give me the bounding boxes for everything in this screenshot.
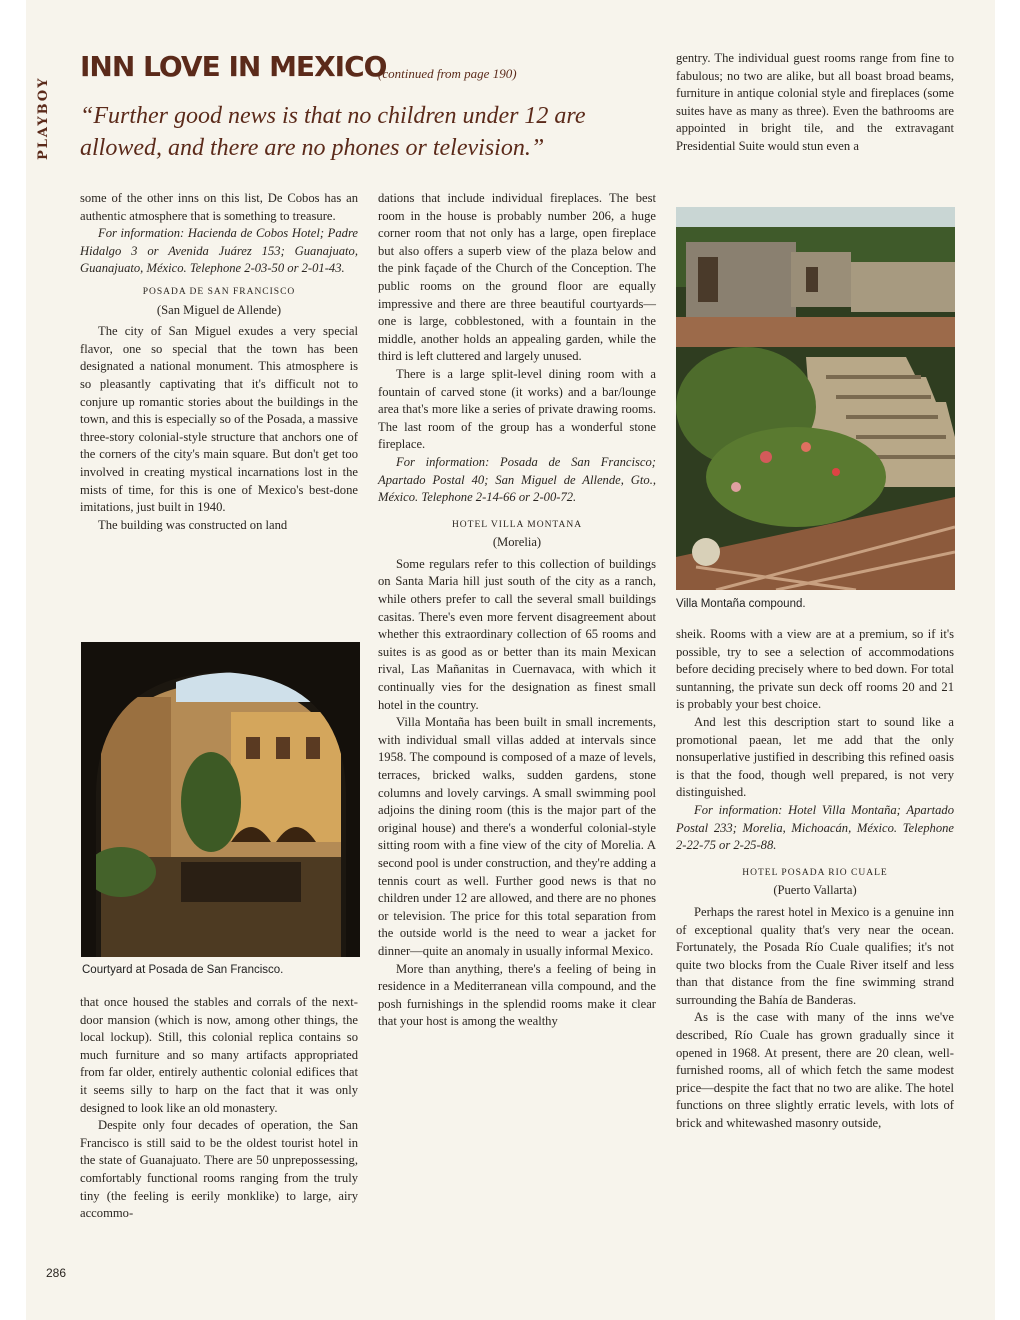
- paragraph: some of the other inns on this list, De Cobos has an authentic atmosphere that is something to treasure.: [80, 191, 358, 223]
- paragraph: Perhaps the rarest hotel in Mexico is a genuine inn of exceptional quality that's very near the ocean. Fortunately, the Posada Río Cuale qualifies; it's not quite two blocks from the Cuale River itself and less than that distance from the fine swimming strand surrounding the Bahía de Banderas.: [676, 904, 954, 1007]
- column-1-top: [80, 190, 358, 534]
- headline: INN LOVE IN MEXICO: [80, 50, 387, 83]
- info-paragraph: For information: Hotel Villa Montaña; Apartado Postal 233; Morelia, Michoacán, México. Telephone 2-22-75 or 2-25-88.: [676, 802, 954, 853]
- paragraph: And lest this description start to sound like a promotional paean, let me add that the only nonsuperlative justified in describing this refined oasis is that the food, though well prepared, is not very distinguished.: [676, 714, 954, 800]
- photo-caption-2: Villa Montaña compound.: [676, 598, 806, 610]
- courtyard-photo: [81, 642, 360, 957]
- paragraph: More than anything, there's a feeling of being in residence in a Mediterranean villa compound, and the posh furnishings in the splendid rooms make it clear that your host is among the wealthy: [378, 961, 656, 1029]
- villa-photo: [676, 207, 955, 590]
- column-3-top: [676, 50, 954, 156]
- paragraph: that once housed the stables and corrals of the next-door mansion (which is now, among other things, the local lockup). Still, this colonial replica contains so much furniture and so many artifacts appropriated from far older, entirely authentic colonial edifices that it seems silly to harp on the fact that it was only designed to look like an old monastery.: [80, 995, 358, 1115]
- section-heading: HOTEL VILLA MONTANA: [451, 519, 583, 530]
- continued-note: (continued from page 190): [378, 66, 517, 81]
- pull-quote: “Further good news is that no children under 12 are allowed, and there are no phones or television.”: [80, 103, 586, 161]
- section-heading: POSADA DE SAN FRANCISCO: [142, 286, 296, 297]
- paragraph: As is the case with many of the inns we've described, Río Cuale has grown gradually since it opened in 1968. At present, there are 20 clean, well-furnished rooms, all of which fetch the same modest price—despite the fact that no two are alike. The hotel functions on three slightly erratic levels, with lots of brick and whitewashed masonry outside,: [676, 1010, 954, 1131]
- paragraph: dations that include individual fireplaces. The best room in the house is probably number 206, a huge corner room that not only has a large, open fireplace but also offers a superb view of the plaza below and the pink façade of the Church of the Conception. The public rooms on the ground floor are equally impressive and there are three beautiful courtyards—one is large, cobblestoned, with a fountain in the middle, another holds an appealing garden, while the third is left cluttered and largely unused.: [378, 191, 656, 364]
- section-heading: HOTEL POSADA RIO CUALE: [742, 867, 888, 878]
- photo-caption-1: Courtyard at Posada de San Francisco.: [82, 964, 284, 976]
- column-2: [378, 190, 656, 1031]
- paragraph: sheik. Rooms with a view are at a premium, so if it's possible, try to see a selection of accommodations before deciding precisely where to bed down. For total suntanning, the private sun deck off rooms 20 and 21 is probably your best choice.: [676, 627, 954, 712]
- page-number: 286: [46, 1266, 67, 1280]
- paragraph: There is a large split-level dining room with a fountain of carved stone (it works) and a bar/lounge area that's more like a series of private drawing rooms. The last room of the group has a wonderful stone fireplace.: [378, 366, 656, 452]
- column-1-bottom: [80, 994, 358, 1223]
- column-3-bottom: [676, 626, 954, 1133]
- section-subheading: (Morelia): [492, 535, 542, 550]
- paragraph: Despite only four decades of operation, the San Francisco is still said to be the oldest tourist hotel in the state of Guanajuato. There are 50 unprepossessing, comfortably functional rooms ranging from the truly tiny (the feeling is eerily monklike) to large, airy accommo-: [80, 1118, 358, 1221]
- info-paragraph: For information: Hacienda de Cobos Hotel; Padre Hidalgo 3 or Avenida Juárez 153; Guanajuato, Guanajuato, México. Telephone 2-03-50 or 2-01-43.: [80, 226, 358, 276]
- magazine-name: PLAYBOY: [36, 76, 51, 160]
- section-subheading: (San Miguel de Allende): [156, 302, 282, 317]
- paragraph: The building was constructed on land: [98, 517, 288, 532]
- paragraph: gentry. The individual guest rooms range from fine to fabulous; no two are alike, but all boast broad beams, furniture in antique colonial style and fireplaces (some suites have as many as three). Even the bathrooms are appointed in bright tile, and the extravagant Presidential Suite would stun even a: [676, 51, 954, 153]
- info-paragraph: For information: Posada de San Francisco; Apartado Postal 40; San Miguel de Allende, Gto., México. Telephone 2-14-66 or 2-00-72.: [378, 454, 656, 505]
- paragraph: The city of San Miguel exudes a very special flavor, one so special that the town has been designated a national monument. This atmosphere is so pleasantly captivating that it's difficult not to conjure up romantic stories about the buildings in the town, and this is especially so of the Posada, a massive three-story colonial-style structure that anchors one of the corners of the city's main square. But don't get too involved in creating mystical incarnations lost in the mists of time, for this is one of Mexico's best-done imitations, just built in 1940.: [80, 324, 358, 515]
- paragraph: Villa Montaña has been built in small increments, with individual small villas added at intervals since 1958. The compound is composed of a maze of levels, terraces, bricked walks, sudden gardens, stone columns and lovely carvings. A small swimming pool adjoins the dining room (this is the major part of the original house) and there's a wonderful colonial-style sitting room with a fine view of the city of Morelia. A second pool is under construction, and they're adding a tennis court as well. Further good news is that no children under 12 are allowed, and there are no phones or television. The price for this total separation from the outside world is the need to wear a jacket for dinner—quite an anomaly in usually informal Mexico.: [378, 715, 656, 958]
- paragraph: Some regulars refer to this collection of buildings on Santa Maria hill just south of the city as a ranch, while others prefer to call the several small buildings casitas. There's even more fervent disagreement about whether this extraordinary collection of 65 rooms and suites is as good as or better than its main Mexican rival, Las Mañanitas in Cuernavaca, with which it continually vies for the designation as finest small hotel in the country.: [378, 556, 656, 712]
- section-subheading: (Puerto Vallarta): [773, 883, 857, 898]
